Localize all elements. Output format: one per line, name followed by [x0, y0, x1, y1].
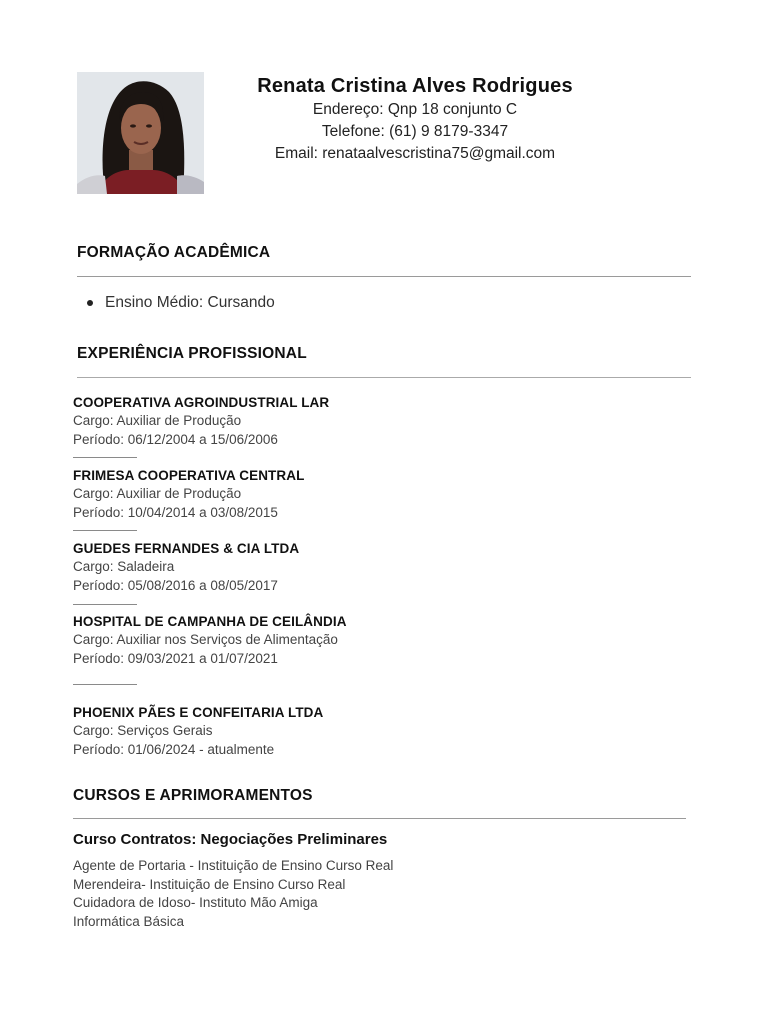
job-entry — [73, 467, 673, 522]
bullet-icon — [87, 300, 93, 306]
job-period: Período: 06/12/2004 a 15/06/2006 — [73, 431, 278, 447]
job-role: Cargo: Auxiliar de Produção — [73, 413, 242, 428]
email-text: Email: renataalvescristina75@gmail.com — [274, 145, 556, 162]
course-list — [73, 857, 393, 931]
job-role: Cargo: Saladeira — [73, 559, 175, 574]
job-entry — [73, 613, 673, 668]
education-item-text: Ensino Médio: Cursando — [105, 294, 275, 311]
education-item — [87, 294, 275, 312]
job-period: Período: 10/04/2014 a 03/08/2015 — [73, 504, 278, 520]
job-company: HOSPITAL DE CAMPANHA DE CEILÂNDIA — [73, 614, 347, 629]
main-course-title: Curso Contratos: Negociações Preliminares — [73, 831, 388, 848]
resume-header — [210, 72, 620, 165]
portrait-image — [77, 72, 204, 194]
education-section-title: FORMAÇÃO ACADÊMICA — [77, 244, 271, 261]
job-company: COOPERATIVA AGROINDUSTRIAL LAR — [73, 395, 330, 410]
profile-photo — [77, 72, 204, 194]
job-role: Cargo: Serviços Gerais — [73, 723, 213, 738]
course-item: Merendeira- Instituição de Ensino Curso Real — [73, 876, 346, 892]
job-entry — [73, 704, 673, 759]
experience-section-title: EXPERIÊNCIA PROFISSIONAL — [77, 345, 307, 362]
job-role: Cargo: Auxiliar nos Serviços de Alimentação — [73, 632, 338, 647]
person-name: Renata Cristina Alves Rodrigues — [257, 75, 573, 97]
course-item: Informática Básica — [73, 913, 185, 929]
job-separator — [73, 530, 137, 531]
courses-divider — [73, 818, 686, 819]
course-item: Cuidadora de Idoso- Instituto Mão Amiga — [73, 895, 318, 910]
job-separator — [73, 604, 137, 605]
job-company: FRIMESA COOPERATIVA CENTRAL — [73, 468, 305, 483]
job-entry — [73, 540, 673, 595]
job-role: Cargo: Auxiliar de Produção — [73, 486, 242, 501]
experience-divider — [77, 377, 691, 378]
courses-section-title: CURSOS E APRIMORAMENTOS — [73, 787, 313, 804]
job-period: Período: 01/06/2024 - atualmente — [73, 741, 275, 757]
education-divider — [77, 276, 691, 277]
phone-text: Telefone: (61) 9 8179-3347 — [321, 123, 509, 140]
job-period: Período: 09/03/2021 a 01/07/2021 — [73, 650, 278, 666]
job-company: PHOENIX PÃES E CONFEITARIA LTDA — [73, 705, 324, 720]
address-text: Endereço: Qnp 18 conjunto C — [312, 101, 518, 118]
course-item: Agente de Portaria - Instituição de Ensino Curso Real — [73, 858, 394, 873]
job-period: Período: 05/08/2016 a 08/05/2017 — [73, 577, 278, 593]
job-entry — [73, 394, 673, 449]
job-company: GUEDES FERNANDES & CIA LTDA — [73, 541, 300, 556]
job-separator — [73, 684, 137, 685]
job-separator — [73, 457, 137, 458]
